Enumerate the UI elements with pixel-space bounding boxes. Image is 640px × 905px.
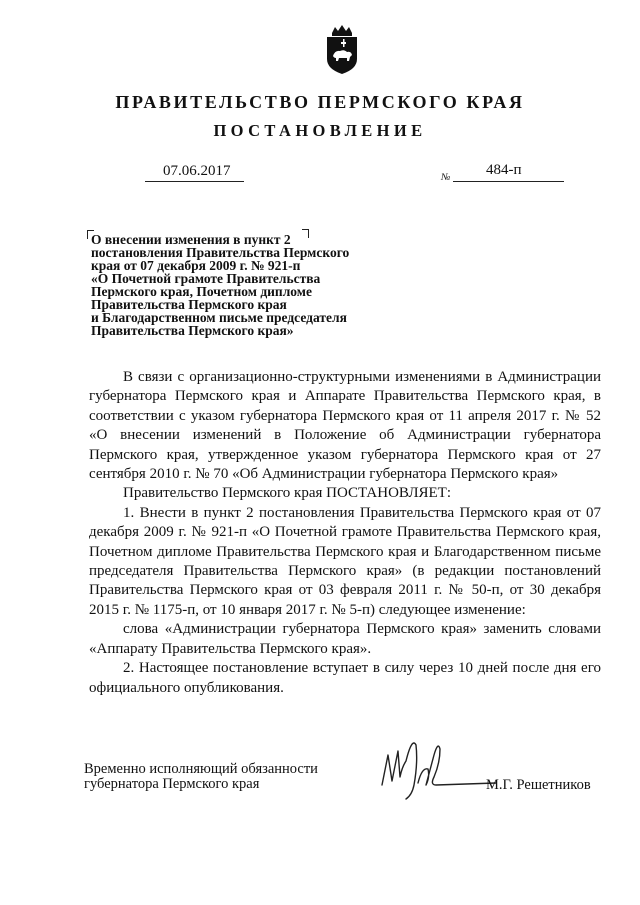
document-number: 484-п: [486, 162, 522, 178]
date-underline: [145, 181, 244, 182]
number-sign: №: [441, 172, 451, 183]
signer-position: [84, 762, 318, 792]
document-type: ПОСТАНОВЛЕНИЕ: [213, 121, 427, 140]
body-paragraph: 1. Внести в пункт 2 постановления Правительства Пермского края от 07 декабря 2009 г. № 921-п «О Почетной грамоте Правительства Пермского края, Почетном дипломе Правительства Пермского края и Благодарственном письме председателя Правительства Пермского края» (в редакции постановлений Правительства Пермского края от 03 февраля 2011 г. № 50-п, от 30 декабря 2015 г. № 1175-п, от 10 января 2017 г. № 5-п) следующее изменение:: [89, 504, 601, 618]
perm-krai-coat-of-arms-icon: [325, 23, 359, 75]
document-body: [89, 368, 601, 698]
body-paragraph: слова «Администрации губернатора Пермского края» заменить словами «Аппарату Правительства Пермского края».: [89, 621, 601, 657]
subject-line: «О Почетной грамоте Правительства: [91, 271, 321, 286]
signer-position-line: губернатора Пермского края: [84, 776, 260, 792]
handwritten-signature-icon: [376, 733, 496, 801]
subject-line: края от 07 декабря 2009 г. № 921-п: [91, 258, 301, 273]
body-paragraph: 2. Настоящее постановление вступает в силу через 10 дней после дня его официального опубликования.: [89, 660, 601, 696]
document-date: 07.06.2017: [163, 163, 231, 179]
subject-line: постановления Правительства Пермского: [91, 245, 350, 260]
subject-line: Правительства Пермского края: [91, 297, 287, 312]
subject-line: и Благодарственном письме председателя: [91, 310, 347, 325]
signer-position-line: Временно исполняющий обязанности: [84, 761, 318, 777]
body-paragraph: В связи с организационно-структурными изменениями в Администрации губернатора Пермского края и Аппарате Правительства Пермского края, в соответствии с указом губернатора Пермского края от 11 апреля 2017 г. № 52 «О внесении изменений в Положение об Администрации губернатора Пермского края, утвержденное указом губернатора Пермского края от 27 сентября 2010 г. № 70 «Об Администрации губернатора Пермского края»: [89, 369, 601, 483]
document-subject: [91, 233, 411, 337]
subject-line: О внесении изменения в пункт 2: [91, 232, 291, 247]
subject-line: Пермского края, Почетном дипломе: [91, 284, 312, 299]
subject-line: Правительства Пермского края»: [91, 323, 294, 338]
number-underline: [453, 181, 564, 182]
signer-name: М.Г. Решетников: [486, 777, 591, 793]
body-paragraph: Правительство Пермского края ПОСТАНОВЛЯЕТ:: [123, 485, 452, 502]
government-name: ПРАВИТЕЛЬСТВО ПЕРМСКОГО КРАЯ: [115, 92, 525, 112]
